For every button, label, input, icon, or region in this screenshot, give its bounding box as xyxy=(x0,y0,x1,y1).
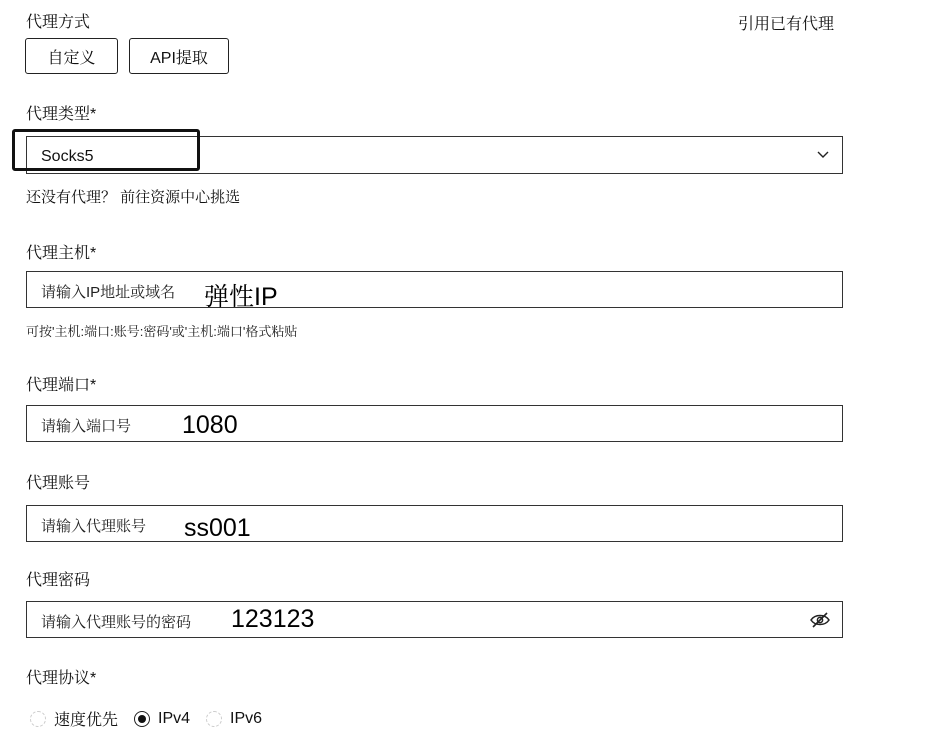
radio-ipv6[interactable] xyxy=(206,707,262,730)
proxy-account-placeholder: 请输入代理账号 xyxy=(41,518,147,535)
proxy-account-label: 代理账号 xyxy=(26,475,91,492)
proxy-protocol-radio-group xyxy=(30,707,262,730)
proxy-type-selected-value: Socks5 xyxy=(41,148,94,165)
radio-ipv4-label: IPv4 xyxy=(158,709,191,727)
proxy-host-input[interactable] xyxy=(26,271,843,311)
proxy-host-label: 代理主机* xyxy=(26,245,97,262)
eye-hidden-icon[interactable] xyxy=(809,611,831,629)
radio-ipv6-label: IPv6 xyxy=(230,709,263,727)
proxy-host-placeholder: 请输入IP地址或域名 xyxy=(41,284,176,301)
proxy-protocol-label: 代理协议* xyxy=(26,670,97,687)
radio-speed-priority[interactable] xyxy=(30,707,118,730)
proxy-account-input[interactable] xyxy=(26,505,843,542)
proxy-host-value: 弹性IP xyxy=(204,283,278,311)
proxy-password-label: 代理密码 xyxy=(26,572,91,589)
proxy-port-input[interactable] xyxy=(26,405,843,442)
proxy-password-input[interactable] xyxy=(26,601,843,638)
radio-ipv4[interactable] xyxy=(134,707,190,730)
proxy-port-placeholder: 请输入端口号 xyxy=(41,418,132,435)
proxy-port-label: 代理端口* xyxy=(26,377,97,394)
reference-existing-proxy-link[interactable]: 引用已有代理 xyxy=(738,16,835,33)
radio-unchecked-icon[interactable] xyxy=(206,711,222,727)
paste-format-hint: 可按'主机:端口:账号:密码'或'主机:端口'格式粘贴 xyxy=(26,324,298,339)
proxy-port-value: 1080 xyxy=(182,411,238,439)
no-proxy-hint[interactable]: 还没有代理？ 前往资源中心挑选 xyxy=(26,189,241,206)
api-extract-button[interactable]: API提取 xyxy=(129,38,229,74)
proxy-password-value: 123123 xyxy=(231,605,315,633)
radio-unchecked-icon[interactable] xyxy=(30,711,46,727)
proxy-method-label: 代理方式 xyxy=(26,14,91,31)
radio-checked-icon[interactable] xyxy=(134,711,150,727)
radio-speed-priority-label: 速度优先 xyxy=(54,712,119,729)
proxy-type-label: 代理类型* xyxy=(26,106,97,123)
custom-button[interactable]: 自定义 xyxy=(25,38,118,74)
focus-highlight-box xyxy=(12,129,200,171)
proxy-password-placeholder: 请输入代理账号的密码 xyxy=(41,614,192,631)
proxy-account-value: ss001 xyxy=(184,514,251,542)
chevron-down-icon[interactable] xyxy=(817,150,829,160)
